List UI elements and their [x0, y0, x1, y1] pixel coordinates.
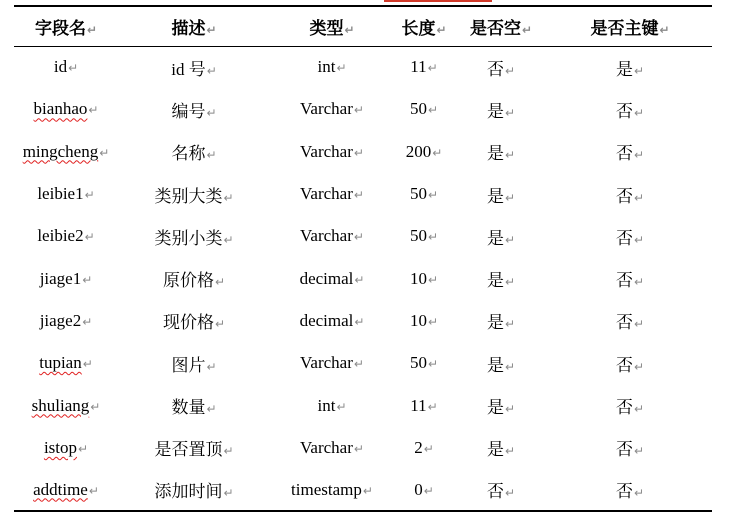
- paragraph-mark-icon: ↵: [336, 399, 347, 414]
- column-primary-key-cell: [548, 300, 712, 342]
- column-description-cell: [118, 342, 270, 384]
- cell-text: 是: [486, 271, 504, 291]
- column-field-cell: [14, 46, 118, 88]
- paragraph-mark-icon: ↵: [504, 148, 516, 163]
- column-length-header: [394, 6, 454, 46]
- field-table: [14, 5, 712, 512]
- cell-text: jiage2: [39, 310, 82, 330]
- cell-text: 是否主键: [590, 18, 659, 38]
- cell-text: 200: [405, 141, 432, 161]
- column-nullable-cell: [454, 427, 548, 469]
- paragraph-mark-icon: ↵: [504, 317, 516, 332]
- column-primary-key-cell: [548, 173, 712, 215]
- cell-text: 现价格: [162, 313, 214, 333]
- column-length-cell: [394, 427, 454, 469]
- paragraph-mark-icon: ↵: [206, 22, 217, 37]
- paragraph-mark-icon: ↵: [214, 275, 226, 290]
- cell-text: int: [317, 395, 336, 415]
- column-primary-key-cell: [548, 215, 712, 257]
- cell-text: 是: [615, 59, 633, 79]
- paragraph-mark-icon: ↵: [504, 105, 516, 120]
- paragraph-mark-icon: ↵: [432, 145, 443, 160]
- paragraph-mark-icon: ↵: [521, 22, 533, 37]
- cell-text: istop: [43, 437, 77, 457]
- paragraph-mark-icon: ↵: [82, 357, 93, 372]
- cell-text: 是: [486, 440, 504, 460]
- paragraph-mark-icon: ↵: [633, 486, 645, 501]
- column-length-cell: [394, 173, 454, 215]
- paragraph-mark-icon: ↵: [99, 145, 110, 160]
- paragraph-mark-icon: ↵: [206, 402, 217, 417]
- paragraph-mark-icon: ↵: [633, 105, 645, 120]
- column-nullable-cell: [454, 131, 548, 173]
- cell-text: addtime: [33, 479, 88, 499]
- cell-text: 否: [615, 440, 633, 460]
- paragraph-mark-icon: ↵: [362, 483, 373, 498]
- cell-text: 0: [414, 479, 423, 499]
- paragraph-mark-icon: ↵: [633, 148, 645, 163]
- cell-text: 10: [409, 268, 427, 288]
- paragraph-mark-icon: ↵: [633, 317, 645, 332]
- paragraph-mark-icon: ↵: [427, 61, 438, 76]
- cell-text: 否: [615, 228, 633, 248]
- column-nullable-cell: [454, 173, 548, 215]
- cell-text: 50: [409, 353, 427, 373]
- column-field-header: [14, 6, 118, 46]
- paragraph-mark-icon: ↵: [436, 22, 447, 37]
- cell-text: int: [317, 57, 336, 77]
- cell-text: Varchar: [300, 184, 353, 204]
- paragraph-mark-icon: ↵: [82, 272, 93, 287]
- paragraph-mark-icon: ↵: [354, 314, 365, 329]
- paragraph-mark-icon: ↵: [504, 232, 516, 247]
- paragraph-mark-icon: ↵: [84, 188, 95, 203]
- cell-text: 否: [615, 355, 633, 375]
- column-type-cell: [270, 88, 394, 130]
- column-type-cell: [270, 342, 394, 384]
- column-field-cell: [14, 215, 118, 257]
- column-type-cell: [270, 427, 394, 469]
- table-row: [14, 46, 712, 88]
- cell-text: 是否空: [469, 18, 521, 38]
- paragraph-mark-icon: ↵: [336, 61, 347, 76]
- cell-text: decimal: [299, 310, 354, 330]
- cell-text: mingcheng: [22, 141, 99, 161]
- cell-text: 是: [486, 398, 504, 418]
- cell-text: id 号: [171, 59, 206, 79]
- paragraph-mark-icon: ↵: [353, 230, 364, 245]
- paragraph-mark-icon: ↵: [504, 486, 516, 501]
- paragraph-mark-icon: ↵: [90, 399, 101, 414]
- cell-text: 否: [486, 59, 504, 79]
- paragraph-mark-icon: ↵: [344, 22, 355, 37]
- paragraph-mark-icon: ↵: [353, 145, 364, 160]
- column-field-cell: [14, 257, 118, 299]
- column-primary-key-cell: [548, 257, 712, 299]
- column-nullable-cell: [454, 469, 548, 511]
- column-field-cell: [14, 131, 118, 173]
- cell-text: timestamp: [291, 479, 362, 499]
- cell-text: 11: [410, 57, 427, 77]
- paragraph-mark-icon: ↵: [84, 230, 95, 245]
- column-field-cell: [14, 469, 118, 511]
- column-primary-key-cell: [548, 342, 712, 384]
- cell-text: 否: [615, 186, 633, 206]
- column-description-cell: [118, 384, 270, 426]
- paragraph-mark-icon: ↵: [353, 188, 364, 203]
- cell-text: 否: [615, 144, 633, 164]
- cell-text: 长度: [401, 18, 436, 38]
- cell-text: 原价格: [162, 271, 214, 291]
- column-nullable-cell: [454, 342, 548, 384]
- column-length-cell: [394, 88, 454, 130]
- paragraph-mark-icon: ↵: [659, 22, 670, 37]
- cell-text: 类别小类: [154, 228, 223, 248]
- paragraph-mark-icon: ↵: [633, 232, 645, 247]
- table-row: [14, 215, 712, 257]
- table-row: [14, 131, 712, 173]
- paragraph-mark-icon: ↵: [504, 275, 516, 290]
- column-primary-key-cell: [548, 469, 712, 511]
- paragraph-mark-icon: ↵: [504, 402, 516, 417]
- column-description-cell: [118, 46, 270, 88]
- paragraph-mark-icon: ↵: [633, 275, 645, 290]
- cell-text: 类型: [309, 18, 344, 38]
- paragraph-mark-icon: ↵: [86, 22, 98, 37]
- paragraph-mark-icon: ↵: [633, 359, 645, 374]
- cell-text: 是: [486, 228, 504, 248]
- paragraph-mark-icon: ↵: [427, 230, 439, 245]
- cell-text: bianhao: [33, 99, 88, 119]
- column-type-cell: [270, 215, 394, 257]
- cell-text: Varchar: [300, 226, 353, 246]
- paragraph-mark-icon: ↵: [423, 441, 434, 456]
- paragraph-mark-icon: ↵: [223, 486, 234, 501]
- cell-text: 否: [615, 101, 633, 121]
- paragraph-mark-icon: ↵: [206, 105, 217, 120]
- table-row: [14, 469, 712, 511]
- column-description-cell: [118, 215, 270, 257]
- paragraph-mark-icon: ↵: [427, 103, 439, 118]
- column-length-cell: [394, 131, 454, 173]
- cell-text: 50: [409, 226, 427, 246]
- cell-text: 否: [615, 313, 633, 333]
- column-field-cell: [14, 427, 118, 469]
- paragraph-mark-icon: ↵: [354, 272, 365, 287]
- cell-text: 2: [414, 437, 423, 457]
- cell-text: 10: [409, 310, 427, 330]
- paragraph-mark-icon: ↵: [633, 444, 645, 459]
- column-nullable-cell: [454, 384, 548, 426]
- cell-text: 类别大类: [154, 186, 223, 206]
- column-type-cell: [270, 300, 394, 342]
- paragraph-mark-icon: ↵: [223, 444, 234, 459]
- paragraph-mark-icon: ↵: [633, 63, 645, 78]
- paragraph-mark-icon: ↵: [68, 61, 79, 76]
- column-field-cell: [14, 88, 118, 130]
- paragraph-mark-icon: ↵: [504, 359, 516, 374]
- cell-text: 是: [486, 355, 504, 375]
- table-row: [14, 173, 712, 215]
- column-nullable-header: [454, 6, 548, 46]
- cell-text: 50: [409, 99, 427, 119]
- column-type-cell: [270, 46, 394, 88]
- cell-text: id: [53, 57, 68, 77]
- cell-text: Varchar: [300, 99, 353, 119]
- table-row: [14, 342, 712, 384]
- table-body: [14, 46, 712, 511]
- column-primary-key-header: [548, 6, 712, 46]
- cell-text: 描述: [171, 18, 206, 38]
- column-field-cell: [14, 300, 118, 342]
- cell-text: jiage1: [39, 268, 82, 288]
- column-type-cell: [270, 384, 394, 426]
- column-length-cell: [394, 384, 454, 426]
- cell-text: 是否置顶: [154, 440, 223, 460]
- column-primary-key-cell: [548, 131, 712, 173]
- paragraph-mark-icon: ↵: [88, 103, 99, 118]
- cell-text: 否: [615, 271, 633, 291]
- cell-text: decimal: [299, 268, 354, 288]
- cell-text: leibie1: [37, 184, 84, 204]
- column-length-cell: [394, 215, 454, 257]
- table-row: [14, 384, 712, 426]
- paragraph-mark-icon: ↵: [223, 232, 234, 247]
- paragraph-mark-icon: ↵: [504, 444, 516, 459]
- column-field-cell: [14, 384, 118, 426]
- cell-text: Varchar: [300, 353, 353, 373]
- column-type-cell: [270, 173, 394, 215]
- cell-text: Varchar: [300, 437, 353, 457]
- cell-text: 编号: [171, 101, 206, 121]
- column-length-cell: [394, 300, 454, 342]
- column-field-cell: [14, 342, 118, 384]
- paragraph-mark-icon: ↵: [206, 359, 217, 374]
- table-row: [14, 300, 712, 342]
- cell-text: 是: [486, 101, 504, 121]
- selection-underline: [384, 0, 492, 2]
- column-nullable-cell: [454, 300, 548, 342]
- column-description-cell: [118, 469, 270, 511]
- table-row: [14, 257, 712, 299]
- cell-text: tupian: [39, 353, 82, 373]
- column-primary-key-cell: [548, 384, 712, 426]
- column-field-cell: [14, 173, 118, 215]
- cell-text: 图片: [171, 355, 206, 375]
- paragraph-mark-icon: ↵: [427, 357, 439, 372]
- cell-text: 添加时间: [154, 482, 223, 502]
- column-type-cell: [270, 469, 394, 511]
- column-primary-key-cell: [548, 427, 712, 469]
- paragraph-mark-icon: ↵: [427, 399, 438, 414]
- column-primary-key-cell: [548, 46, 712, 88]
- table-row: [14, 427, 712, 469]
- cell-text: 字段名: [34, 18, 86, 38]
- cell-text: 数量: [171, 398, 206, 418]
- column-description-header: [118, 6, 270, 46]
- paragraph-mark-icon: ↵: [427, 188, 439, 203]
- cell-text: 否: [486, 482, 504, 502]
- column-length-cell: [394, 46, 454, 88]
- cell-text: 是: [486, 186, 504, 206]
- paragraph-mark-icon: ↵: [353, 441, 364, 456]
- column-length-cell: [394, 342, 454, 384]
- column-nullable-cell: [454, 46, 548, 88]
- column-primary-key-cell: [548, 88, 712, 130]
- cell-text: 11: [410, 395, 427, 415]
- column-description-cell: [118, 173, 270, 215]
- column-description-cell: [118, 131, 270, 173]
- paragraph-mark-icon: ↵: [504, 190, 516, 205]
- cell-text: 名称: [171, 144, 206, 164]
- paragraph-mark-icon: ↵: [633, 190, 645, 205]
- paragraph-mark-icon: ↵: [78, 441, 89, 456]
- paragraph-mark-icon: ↵: [427, 314, 439, 329]
- paragraph-mark-icon: ↵: [353, 357, 364, 372]
- column-nullable-cell: [454, 257, 548, 299]
- paragraph-mark-icon: ↵: [633, 402, 645, 417]
- column-type-cell: [270, 257, 394, 299]
- cell-text: 否: [615, 398, 633, 418]
- column-nullable-cell: [454, 215, 548, 257]
- cell-text: leibie2: [37, 226, 84, 246]
- column-length-cell: [394, 469, 454, 511]
- paragraph-mark-icon: ↵: [353, 103, 364, 118]
- column-description-cell: [118, 257, 270, 299]
- paragraph-mark-icon: ↵: [88, 483, 99, 498]
- cell-text: shuliang: [31, 395, 90, 415]
- cell-text: 50: [409, 184, 427, 204]
- paragraph-mark-icon: ↵: [223, 190, 234, 205]
- paragraph-mark-icon: ↵: [427, 272, 439, 287]
- table-row: [14, 88, 712, 130]
- paragraph-mark-icon: ↵: [214, 317, 226, 332]
- column-description-cell: [118, 300, 270, 342]
- table-header-row: [14, 6, 712, 46]
- cell-text: Varchar: [300, 141, 353, 161]
- column-type-header: [270, 6, 394, 46]
- paragraph-mark-icon: ↵: [423, 483, 434, 498]
- column-length-cell: [394, 257, 454, 299]
- paragraph-mark-icon: ↵: [206, 63, 217, 78]
- column-type-cell: [270, 131, 394, 173]
- cell-text: 是: [486, 313, 504, 333]
- paragraph-mark-icon: ↵: [504, 63, 516, 78]
- cell-text: 是: [486, 144, 504, 164]
- paragraph-mark-icon: ↵: [206, 148, 217, 163]
- column-nullable-cell: [454, 88, 548, 130]
- cell-text: 否: [615, 482, 633, 502]
- paragraph-mark-icon: ↵: [82, 314, 93, 329]
- column-description-cell: [118, 88, 270, 130]
- column-description-cell: [118, 427, 270, 469]
